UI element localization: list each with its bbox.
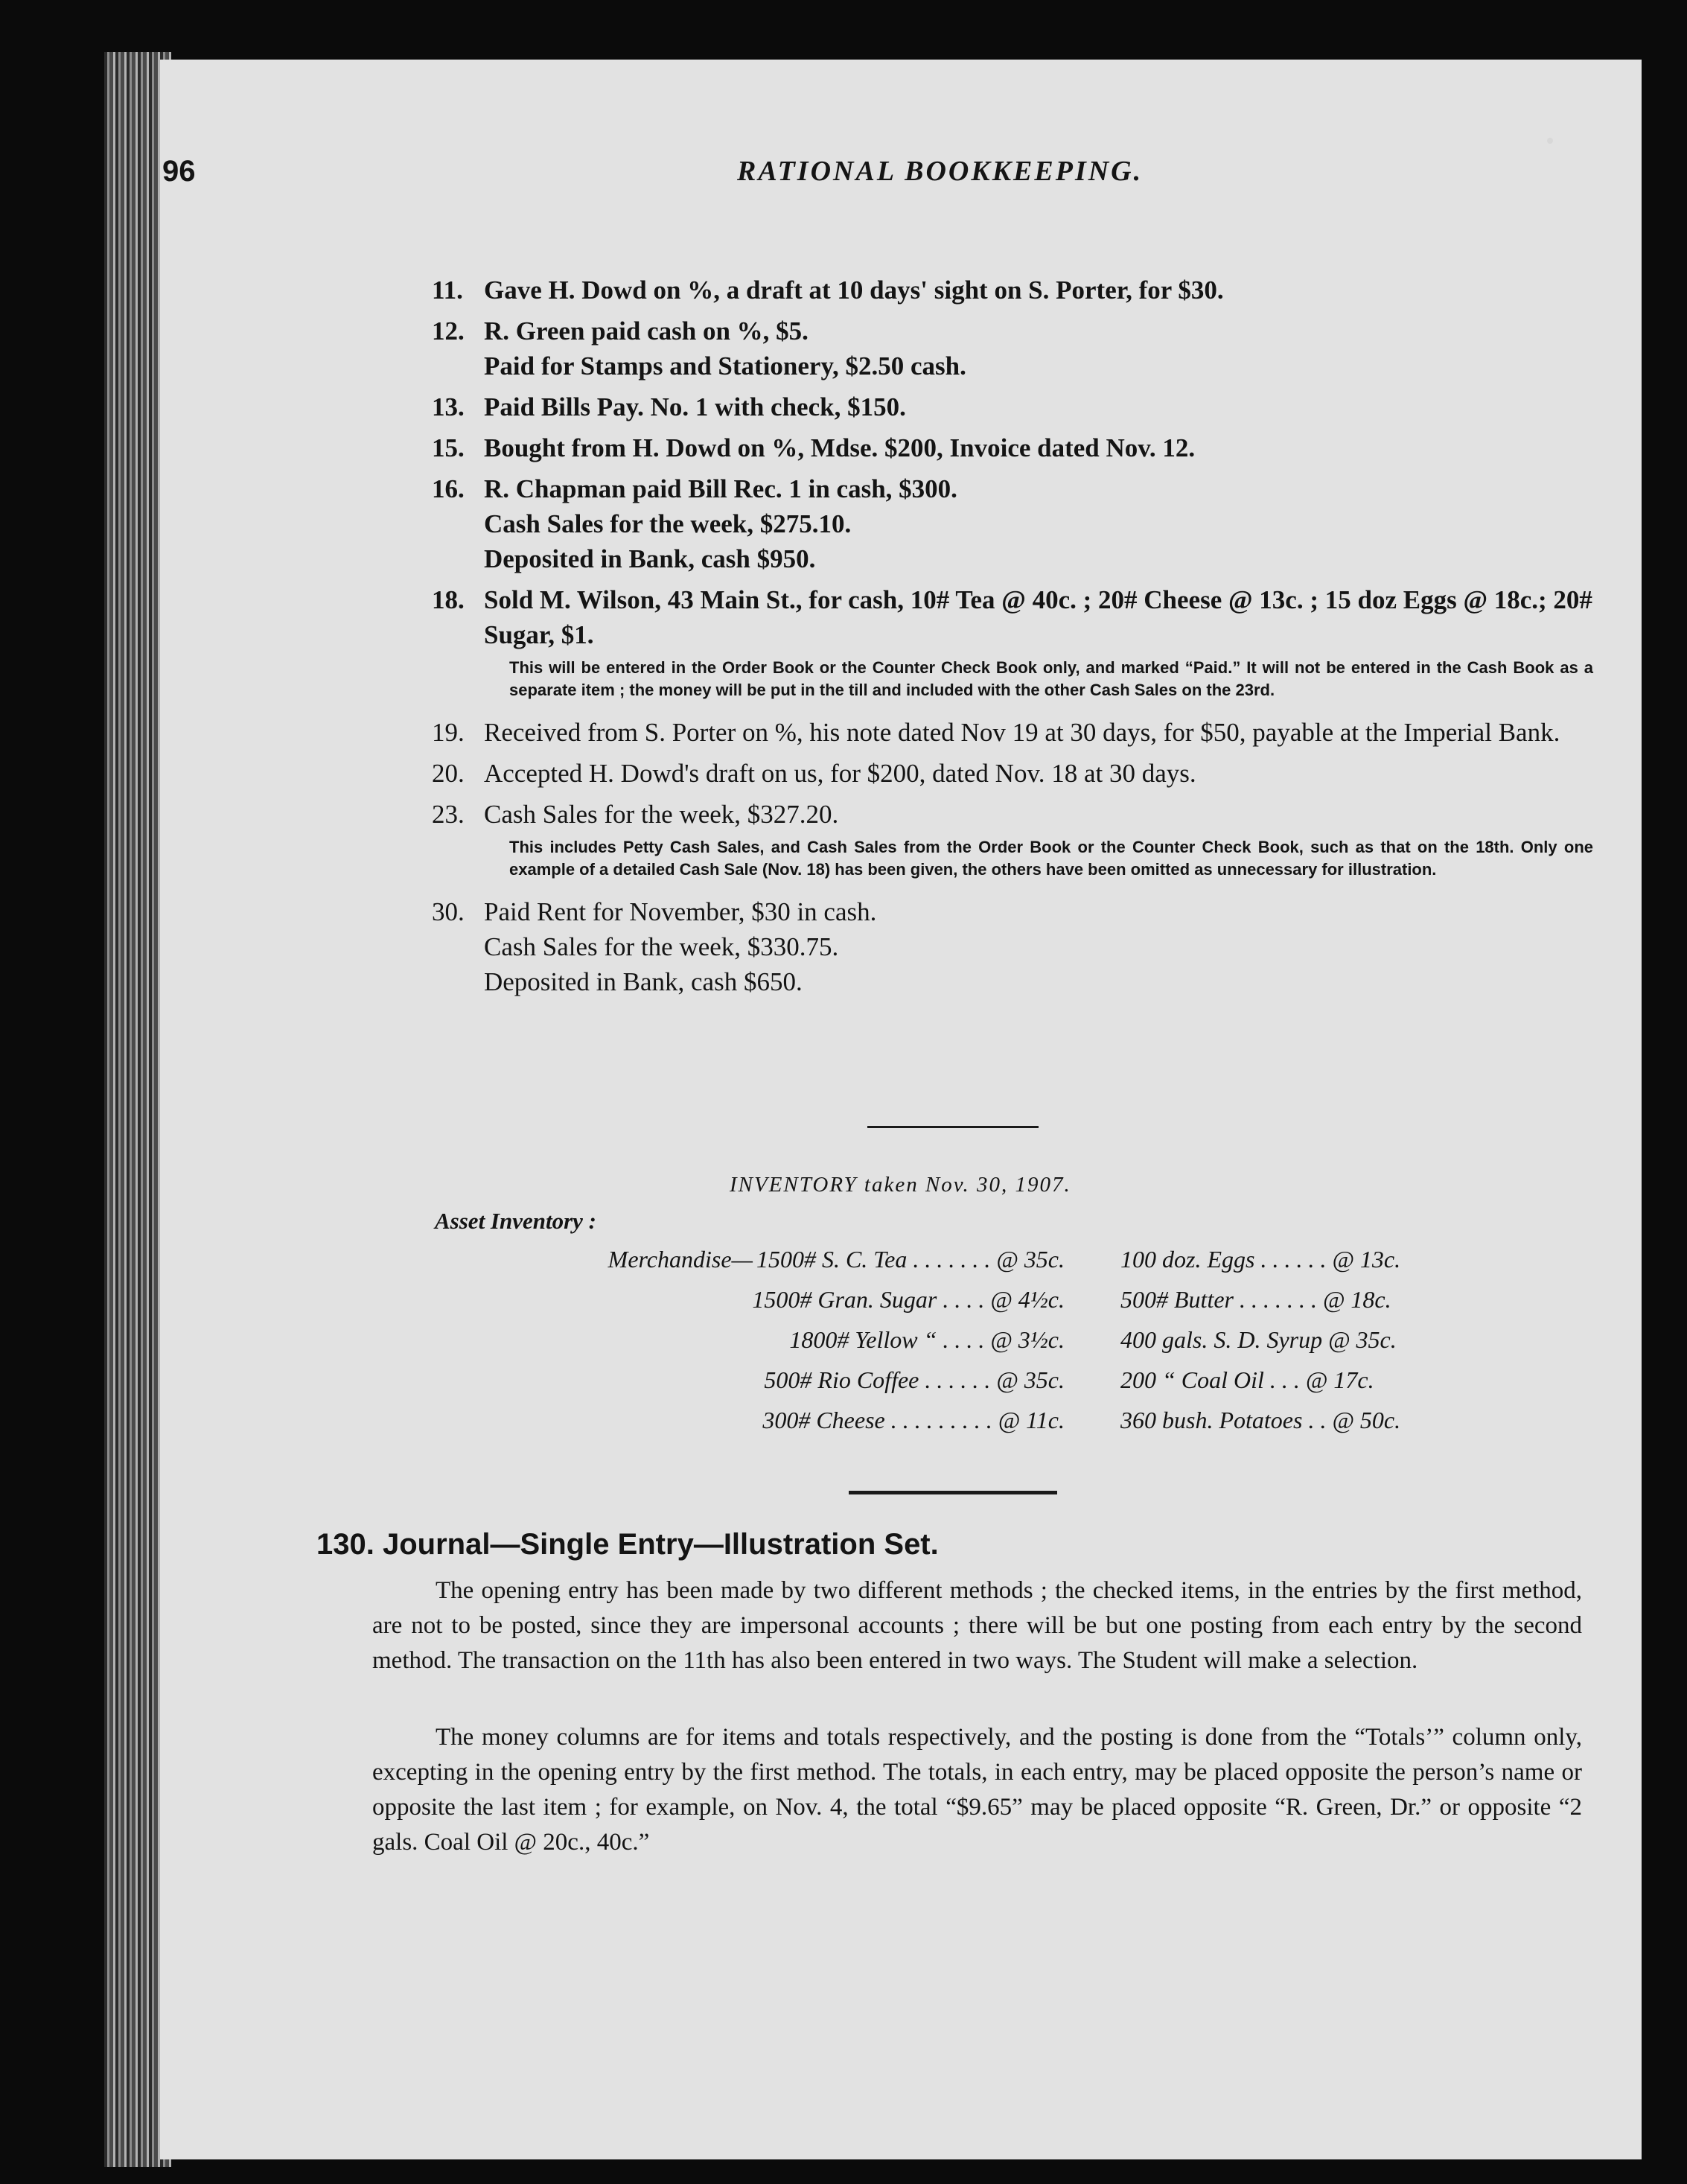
section-paragraph: The opening entry has been made by two different methods ; the checked items, in the entries by the first method, are not to be posted, since they are impersonal accounts ; there will be but one posting from each entry by the second method. The transaction on the 11th has also been entered in two ways. The Student will make a selection. (372, 1577, 1582, 1674)
entry-date: 30. (432, 897, 465, 926)
transaction-list (432, 273, 1593, 1005)
entry-line: Paid Rent for November, $30 in cash. (484, 897, 877, 926)
entry-line: Cash Sales for the week, $275.10. (484, 509, 852, 538)
entry-date: 20. (432, 759, 465, 788)
divider-rule (849, 1491, 1057, 1494)
entry-date: 16. (432, 474, 465, 503)
transaction-entry (432, 756, 1593, 791)
asset-inventory-heading: Asset Inventory : (435, 1208, 596, 1234)
entry-line: Deposited in Bank, cash $650. (484, 967, 803, 996)
entry-line: Cash Sales for the week, $330.75. (484, 932, 839, 961)
entry-line: Deposited in Bank, cash $950. (484, 544, 816, 573)
entry-date: 13. (432, 392, 465, 421)
inventory-item: 500# Butter . . . . . . . @ 18c. (1120, 1286, 1391, 1313)
entry-note: This includes Petty Cash Sales, and Cash Sales from the Order Book or the Counter Check Book, such as that on the 18th. Only one example of a detailed Cash Sale (Nov. 18) has been given, the others have been omitted as unnecessary for illustration. (509, 838, 1593, 879)
inventory-item: 200 “ Coal Oil . . . @ 17c. (1120, 1366, 1374, 1393)
entry-line: Paid Bills Pay. No. 1 with check, $150. (484, 392, 906, 421)
transaction-entry (432, 389, 1593, 424)
transaction-entry (432, 894, 1593, 999)
running-title: RATIONAL BOOKKEEPING. (737, 156, 1144, 187)
transaction-entry (432, 582, 1593, 709)
inventory-item: 360 bush. Potatoes . . @ 50c. (1120, 1407, 1401, 1433)
entry-line: Sold M. Wilson, 43 Main St., for cash, 10# Tea @ 40c. ; 20# Cheese @ 13c. ; 15 doz Eggs @ 18c.; 20# Sugar, $1. (484, 585, 1592, 649)
entry-date: 11. (432, 276, 463, 305)
page-number: 96 (162, 155, 196, 188)
entry-line: Bought from H. Dowd on %, Mdse. $200, Invoice dated Nov. 12. (484, 433, 1196, 462)
transaction-entry (432, 715, 1593, 750)
inventory-item: 1500# S. C. Tea . . . . . . . @ 35c. (756, 1246, 1065, 1273)
transaction-entry (432, 471, 1593, 576)
inventory-title: INVENTORY taken Nov. 30, 1907. (730, 1173, 1071, 1197)
inventory-item: 500# Rio Coffee . . . . . . @ 35c. (764, 1366, 1065, 1393)
entry-line: Cash Sales for the week, $327.20. (484, 800, 839, 829)
entry-date: 23. (432, 800, 465, 829)
entry-date: 18. (432, 585, 465, 614)
inventory-item: 1500# Gran. Sugar . . . . @ 4½c. (752, 1286, 1065, 1313)
inventory-item: 300# Cheese . . . . . . . . . @ 11c. (762, 1407, 1065, 1433)
section-title: 130. Journal—Single Entry—Illustration Set. (316, 1528, 939, 1561)
paper-speck (1547, 138, 1553, 144)
entry-note: This will be entered in the Order Book or the Counter Check Book only, and marked “Paid.” It will not be entered in the Cash Book as a separate item ; the money will be put in the till and included with the other Cash Sales on the 23rd. (509, 658, 1593, 699)
section-paragraph: The money columns are for items and totals respectively, and the posting is done from the “Totals’” column only, excepting in the opening entry by the first method. The totals, in each entry, may be placed opposite the person’s name or opposite the last item ; for example, on Nov. 4, the total “$9.65” may be placed opposite “R. Green, Dr.” or opposite “2 gals. Coal Oil @ 20c., 40c.” (372, 1724, 1582, 1856)
entry-date: 12. (432, 316, 465, 346)
entry-line: Paid for Stamps and Stationery, $2.50 cash. (484, 351, 966, 381)
entry-date: 19. (432, 718, 465, 747)
entry-line: R. Green paid cash on %, $5. (484, 316, 809, 346)
inventory-item: 400 gals. S. D. Syrup @ 35c. (1120, 1326, 1397, 1353)
transaction-entry (432, 273, 1593, 308)
inventory-item: 100 doz. Eggs . . . . . . @ 13c. (1120, 1246, 1401, 1273)
transaction-entry (432, 430, 1593, 465)
inventory-item: 1800# Yellow “ . . . . @ 3½c. (789, 1326, 1065, 1353)
merchandise-label: Merchandise— (607, 1246, 753, 1273)
divider-rule (867, 1126, 1039, 1128)
entry-line: R. Chapman paid Bill Rec. 1 in cash, $300. (484, 474, 957, 503)
transaction-entry (432, 313, 1593, 383)
entry-line: Gave H. Dowd on %, a draft at 10 days' sight on S. Porter, for $30. (484, 276, 1224, 305)
entry-line: Received from S. Porter on %, his note dated Nov 19 at 30 days, for $50, payable at the Imperial Bank. (484, 718, 1560, 747)
entry-line: Accepted H. Dowd's draft on us, for $200, dated Nov. 18 at 30 days. (484, 759, 1196, 788)
entry-date: 15. (432, 433, 465, 462)
transaction-entry (432, 797, 1593, 888)
